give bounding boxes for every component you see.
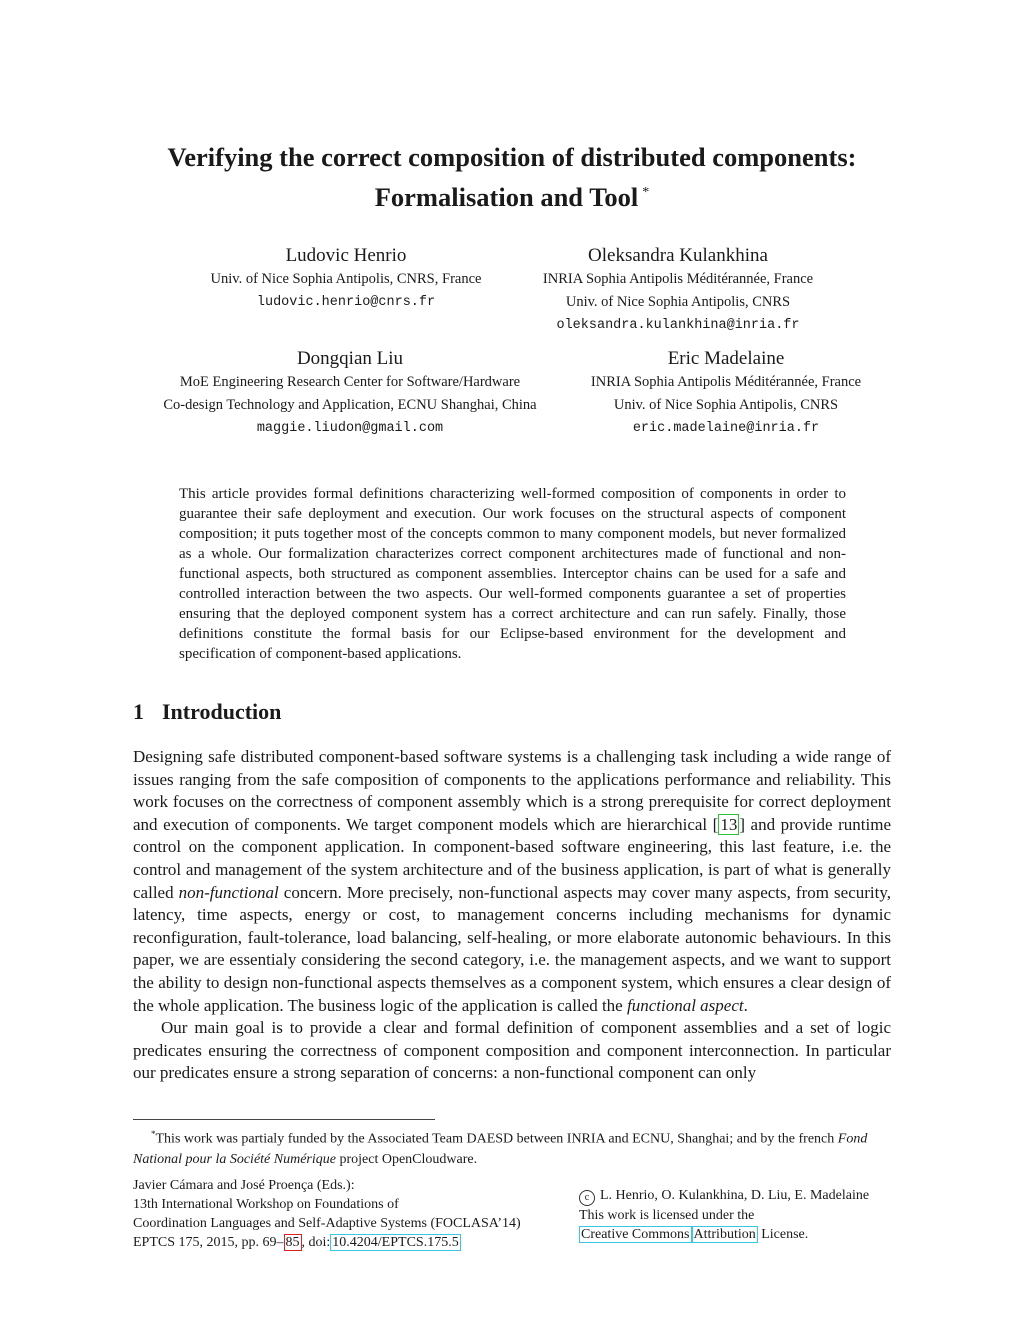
paper-title xyxy=(0,139,1024,215)
text-run: concern. More precisely, non-functional aspects may cover many aspects, from security, latency, time aspects, energy or cost, to management concerns including mechanisms for dynamic reconfiguration, fault-tolerance, load balancing, self-healing, or more elaborate autonomic behaviours. In this paper, we are essentialy considering the second category, i.e. the management aspects, and we want to support the ability to design non-functional aspects themselves as a component system, which ensures a clear design of the whole application. The business logic of the application is called the xyxy=(133,882,891,1015)
license-line: This work is licensed under the xyxy=(579,1208,755,1223)
title-line-1: Verifying the correct composition of distributed components: xyxy=(167,142,857,172)
author-kulankhina xyxy=(518,244,838,338)
emphasis: Fond National pour la Société Numérique xyxy=(133,1131,868,1167)
author-liu xyxy=(140,347,560,441)
creative-commons-link[interactable]: Creative Commons xyxy=(581,1227,690,1242)
abstract xyxy=(179,484,846,664)
eptcs-line xyxy=(133,1233,563,1252)
footnote-mark: * xyxy=(151,1129,156,1139)
author-affiliation: INRIA Sophia Antipolis Méditérannée, France xyxy=(590,374,862,390)
author-email[interactable]: oleksandra.kulankhina@inria.fr xyxy=(556,318,800,333)
author-name: Oleksandra Kulankhina xyxy=(588,245,768,266)
author-name: Dongqian Liu xyxy=(296,348,404,369)
author-email[interactable]: ludovic.henrio@cnrs.fr xyxy=(256,295,436,310)
section-title: Introduction xyxy=(162,699,282,724)
author-affiliation: INRIA Sophia Antipolis Méditérannée, France xyxy=(542,271,814,287)
attribution-link[interactable]: Attribution xyxy=(693,1227,756,1242)
license-info xyxy=(579,1186,899,1244)
author-affiliation: Co-design Technology and Application, ECNU Shanghai, China xyxy=(163,397,537,413)
author-henrio xyxy=(196,244,496,315)
paragraph: Our main goal is to provide a clear and formal definition of component assemblies and a set of logic predicates ensuring the correctness of component composition and component interconnection. In particular our predicates ensure a strong separation of concerns: a non-functional component can only xyxy=(133,1018,891,1083)
footnote-rule xyxy=(133,1119,435,1120)
text-run: Designing safe distributed component-based software systems is a challenging task including a wide range of issues ranging from the safe composition of components to the applications performance and reliability. This work focuses on the correctness of component assembly which is a strong prerequisite for correct deployment and execution of components. We target component models which are hierarchical [ xyxy=(133,747,891,834)
workshop-line: Coordination Languages and Self-Adaptive Systems (FOCLASA’14) xyxy=(133,1216,521,1231)
text-run: project OpenCloudware. xyxy=(335,1151,478,1167)
last-page-link[interactable]: 85 xyxy=(285,1235,300,1250)
author-affiliation: Univ. of Nice Sophia Antipolis, CNRS xyxy=(613,397,839,413)
text-run: , doi: xyxy=(301,1235,331,1250)
editors: Javier Cámara and José Proença (Eds.): xyxy=(133,1178,355,1193)
workshop-line: 13th International Workshop on Foundations of xyxy=(133,1197,399,1212)
section-heading xyxy=(133,699,299,725)
text-run: This work was partialy funded by the Associated Team DAESD between INRIA and ECNU, Shanghai; and by the french xyxy=(155,1131,838,1147)
author-madelaine xyxy=(566,347,886,441)
license-suffix: License. xyxy=(761,1227,809,1242)
text-run: . xyxy=(743,995,748,1015)
section-number: 1 xyxy=(133,699,144,724)
emphasis: non-functional xyxy=(178,882,279,902)
footnote xyxy=(133,1124,891,1170)
author-email[interactable]: eric.madelaine@inria.fr xyxy=(632,421,820,436)
author-affiliation: Univ. of Nice Sophia Antipolis, CNRS, France xyxy=(210,271,482,287)
author-name: Eric Madelaine xyxy=(667,348,785,369)
author-name: Ludovic Henrio xyxy=(285,245,407,266)
text-run: EPTCS 175, 2015, pp. 69– xyxy=(133,1235,284,1250)
emphasis: functional aspect xyxy=(626,995,744,1015)
title-footnote-mark: * xyxy=(642,185,650,200)
copyright-icon: c xyxy=(579,1190,595,1206)
author-affiliation: MoE Engineering Research Center for Software/Hardware xyxy=(179,374,521,390)
abstract-text: This article provides formal definitions characterizing well-formed composition of components in order to guarantee their safe deployment and execution. Our work focuses on the structural aspects of component composition; it puts together most of the concepts common to many component models, but never formalized as a whole. Our formalization characterizes correct component architectures made of functional and non-functional aspects, both structured as component assemblies. Interceptor chains can be used for a safe and controlled interaction between the two aspects. Our well-formed components guarantee a set of properties ensuring that the deployed component system has a correct architecture and can run safely. Finally, those definitions constitute the formal basis for our Eclipse-based environment for the development and specification of component-based applications. xyxy=(179,486,846,662)
author-affiliation: Univ. of Nice Sophia Antipolis, CNRS xyxy=(565,294,791,310)
publication-info xyxy=(133,1176,563,1252)
citation-link[interactable]: 13 xyxy=(720,814,738,834)
author-email[interactable]: maggie.liudon@gmail.com xyxy=(256,421,444,436)
copyright-holders: L. Henrio, O. Kulankhina, D. Liu, E. Madelaine xyxy=(600,1188,870,1203)
paragraph xyxy=(133,746,891,1017)
title-line-2: Formalisation and Tool xyxy=(374,181,639,212)
text-run: ] and provide runtime control on the component application. In component-based software engineering, this last feature, i.e. the control and management of the system architecture and of the business application, is part of what is generally called xyxy=(133,814,891,902)
doi-link[interactable]: 10.4204/EPTCS.175.5 xyxy=(332,1235,459,1250)
introduction-body xyxy=(133,746,891,1085)
